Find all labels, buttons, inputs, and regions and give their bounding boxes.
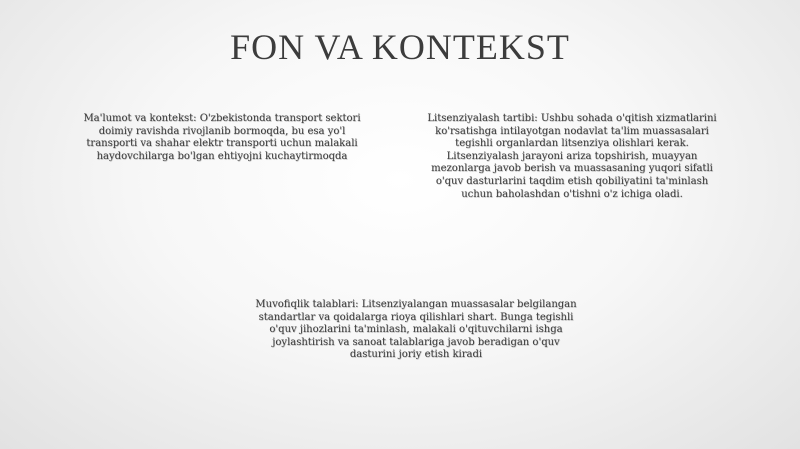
context-text-block: Ma'lumot va kontekst: O'zbekistonda transport sektori doimiy ravishda rivojlanib bormoqda, bu esa yo'l transporti va shahar elektr transporti uchun malakali haydovchilarga bo'lgan ehtiyojni kuchaytirmoqda (83, 113, 361, 162)
licensing-text-block: Litsenziyalash tartibi: Ushbu sohada o'qitish xizmatlarini ko'rsatishga intilayotgan nodavlat ta'lim muassasalari tegishli organlardan litsenziya olishlari kerak. Litsenziyalash jarayoni ariza topshirish, muayyan mezonlarga javob berish va muassasaning yuqori sifatli o'quv dasturlarini taqdim etish qobiliyatini ta'minlash uchun baholashdan o'tishni o'z ichiga oladi. (427, 113, 717, 200)
compliance-text-block: Muvofiqlik talablari: Litsenziyalangan muassasalar belgilangan standartlar va qoidalarga rioya qilishlari shart. Bunga tegishli o'quv jihozlarini ta'minlash, malakali o'qituvchilarni ishga joylashtirish va sanoat talablariga javob beradigan o'quv dasturini joriy etish kiradi (255, 299, 577, 361)
slide-title: FON VA KONTEKST (230, 27, 570, 67)
